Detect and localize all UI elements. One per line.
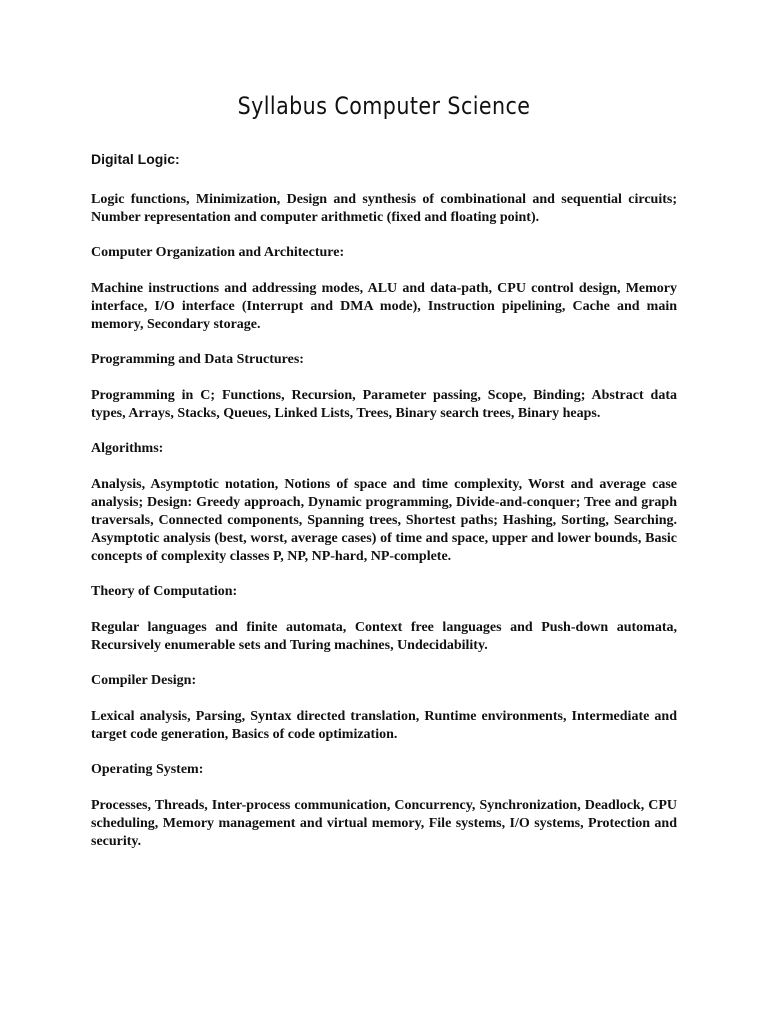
section-body-compiler-design: Lexical analysis, Parsing, Syntax directed translation, Runtime environments, Intermediate and target code generation, Basics of code optimization. [91, 709, 677, 742]
section-body-theory-of-computation: Regular languages and finite automata, Context free languages and Push-down automata, Recursively enumerable sets and Turing machines, Undecidability. [91, 620, 677, 653]
section-heading-algorithms: Algorithms: [91, 441, 164, 456]
section-heading-digital-logic: Digital Logic: [91, 151, 180, 167]
page-title: Syllabus Computer Science [237, 92, 531, 120]
section-heading-programming: Programming and Data Structures: [91, 352, 304, 367]
section-heading-computer-organization: Computer Organization and Architecture: [91, 245, 345, 260]
section-heading-theory-of-computation: Theory of Computation: [91, 584, 238, 599]
section-body-digital-logic: Logic functions, Minimization, Design and synthesis of combinational and sequential circuits; Number representation and computer arithmetic (fixed and floating point). [91, 192, 677, 225]
document-body [91, 150, 677, 868]
section-body-computer-organization: Machine instructions and addressing modes, ALU and data-path, CPU control design, Memory interface, I/O interface (Interrupt and DMA mode), Instruction pipelining, Cache and main memory, Secondary storage. [91, 281, 677, 332]
section-body-algorithms: Analysis, Asymptotic notation, Notions of space and time complexity, Worst and average case analysis; Design: Greedy approach, Dynamic programming, Divide-and-conquer; Tree and graph traversals, Connected components, Spanning trees, Shortest paths; Hashing, Sorting, Searching. Asymptotic analysis (best, worst, average cases) of time and space, upper and lower bounds, Basic concepts of complexity classes P, NP, NP-hard, NP-complete. [91, 477, 677, 564]
section-body-operating-system: Processes, Threads, Inter-process communication, Concurrency, Synchronization, Deadlock, CPU scheduling, Memory management and virtual memory, File systems, I/O systems, Protection and security. [91, 798, 677, 849]
section-heading-operating-system: Operating System: [91, 762, 204, 777]
section-heading-compiler-design: Compiler Design: [91, 673, 197, 688]
section-body-programming: Programming in C; Functions, Recursion, Parameter passing, Scope, Binding; Abstract data types, Arrays, Stacks, Queues, Linked Lists, Trees, Binary search trees, Binary heaps. [91, 388, 677, 421]
